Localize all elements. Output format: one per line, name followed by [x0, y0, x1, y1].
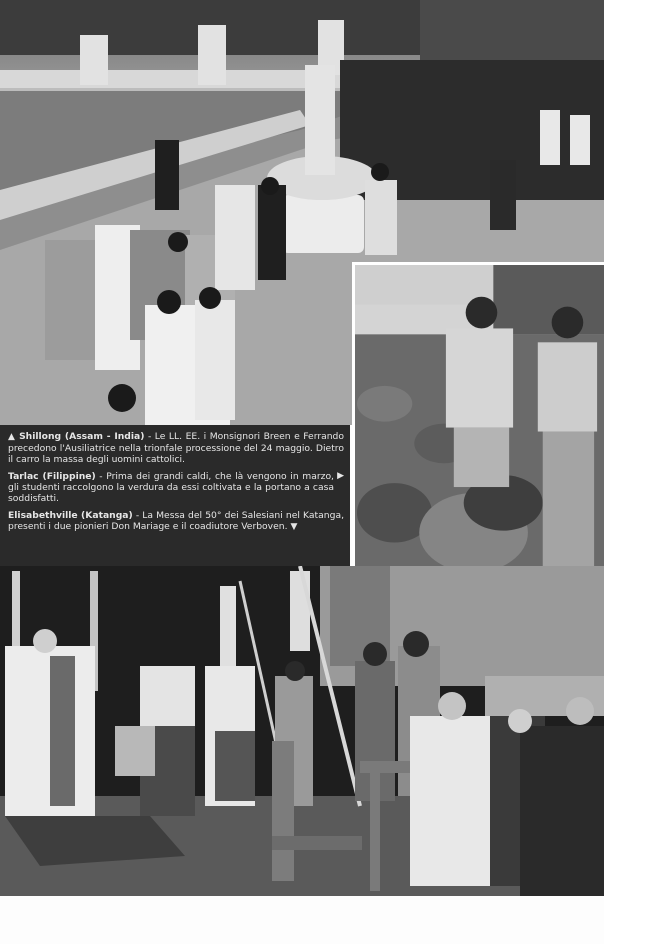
arrow-down-icon: ▼: [290, 522, 298, 532]
page-margin: [604, 0, 660, 944]
caption-tarlac-text: - Prima dei grandi caldi, che là vengono in marzo, gli studenti raccolgono la verdura da essi coltivata e la portano a casa soddisfatti.: [8, 471, 334, 504]
arrow-up-icon: ▲: [8, 432, 16, 442]
caption-box: [0, 425, 350, 566]
photo-tarlac-students: [352, 262, 604, 605]
caption-shillong: [8, 431, 344, 465]
photo-elisabethville-mass: [0, 566, 604, 896]
caption-elisabethville-lead: Elisabethville (Katanga): [8, 510, 133, 521]
caption-tarlac-lead: Tarlac (Filippine): [8, 471, 96, 482]
caption-shillong-text: - Le LL. EE. i Monsignori Breen e Ferrando precedono l'Ausiliatrice nella trionfale processione del 24 maggio. Dietro il carro la massa degli uomini cattolici.: [8, 431, 345, 465]
caption-elisabethville-text: - La Messa del 50° dei Salesiani nel Katanga, presenti i due pionieri Don Mariage e il coadiutore Verboven.: [8, 510, 344, 532]
caption-elisabethville: [8, 510, 344, 533]
arrow-right-icon: ▶: [337, 471, 344, 481]
caption-shillong-lead: Shillong (Assam - India): [19, 431, 145, 442]
caption-tarlac: [8, 471, 344, 504]
